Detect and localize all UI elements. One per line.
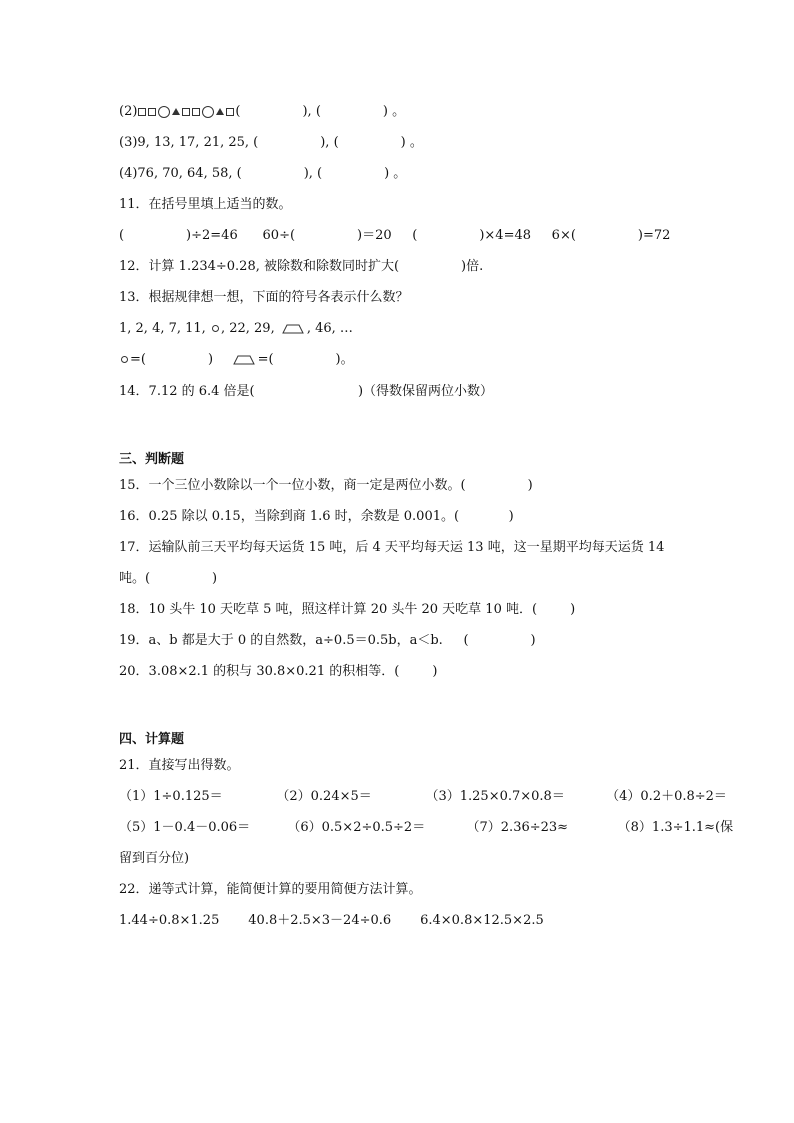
section4-title: 四、计算题 (119, 732, 185, 747)
q13-seq-part-b: , 22, 29, (220, 321, 279, 336)
q13-answers (119, 351, 354, 369)
pattern-circle-icon (202, 106, 214, 118)
pattern-square-icon (182, 108, 190, 116)
q10-4: (4)76, 70, 64, 58, ( ), ( ) 。 (119, 166, 407, 181)
q13-prompt: 13．根据规律想一想，下面的符号各表示什么数？ (119, 290, 409, 305)
q13-sequence (119, 320, 353, 338)
q21-prompt: 21．直接写出得数。 (119, 758, 240, 773)
q13-answer-circle: =( ) (130, 352, 230, 367)
q10-3: (3)9, 13, 17, 21, 25, ( ), ( ) 。 (119, 135, 423, 150)
q16: 16．0.25 除以 0.15，当除到商 1.6 时，余数是 0.001。( ) (119, 509, 514, 524)
q20: 20．3.08×2.1 的积与 30.8×0.21 的积相等．( ) (119, 664, 438, 679)
q12: 12．计算 1.234÷0.28, 被除数和除数同时扩大( )倍. (119, 259, 484, 274)
q17-line2: 吨。( ) (119, 571, 218, 586)
q13-seq-part-a: 1, 2, 4, 7, 11, (119, 321, 210, 336)
pattern-circle-icon (158, 106, 170, 118)
pattern-square-icon (138, 108, 146, 116)
pattern-triangle-icon (216, 108, 224, 115)
pattern-square-icon (226, 108, 234, 116)
trapezoid-icon (282, 324, 304, 334)
q14: 14．7.12 的 6.4 倍是( )（得数保留两位小数） (119, 384, 494, 399)
q10-2-prefix: (2) (119, 104, 138, 119)
pattern-square-icon (148, 108, 156, 116)
q19: 19．a、b 都是大于 0 的自然数，a÷0.5＝0.5b，a＜b. ( ) (119, 633, 536, 648)
q18: 18．10 头牛 10 天吃草 5 吨，照这样计算 20 头牛 20 天吃草 10 吨．( ) (119, 602, 576, 617)
section3-title: 三、判断题 (119, 452, 185, 467)
q13-answer-trapezoid: =( )。 (257, 352, 354, 367)
q11-fill-row: ( )÷2=46 60÷( )＝20 ( )×4=48 6×( )=72 (119, 228, 671, 243)
pattern-triangle-icon (172, 108, 180, 115)
q10-2-blanks: ( ), ( ) 。 (235, 104, 406, 119)
q21-row3: 留到百分位) (119, 851, 190, 866)
q21-row2: （5）1－0.4－0.06＝ （6）0.5×2÷0.5÷2＝ （7）2.36÷23≈ （8）1.3÷1.1≈(保 (119, 820, 734, 835)
trapezoid-icon (233, 355, 255, 365)
small-circle-icon (212, 325, 219, 332)
small-circle-icon (121, 356, 128, 363)
q11-prompt: 11．在括号里填上适当的数。 (119, 197, 292, 212)
q22-expressions: 1.44÷0.8×1.25 40.8＋2.5×3－24÷0.6 6.4×0.8×12.5×2.5 (119, 913, 544, 928)
q10-2-line (119, 103, 405, 121)
q13-seq-part-c: , 46, … (306, 321, 353, 336)
q17-line1: 17．运输队前三天平均每天运货 15 吨，后 4 天平均每天运 13 吨，这一星期平均每天运货 14 (119, 540, 665, 555)
q21-row1: （1）1÷0.125＝ （2）0.24×5＝ （3）1.25×0.7×0.8＝ （4）0.2＋0.8÷2＝ (119, 789, 727, 804)
q15: 15．一个三位小数除以一个一位小数，商一定是两位小数。( ) (119, 478, 533, 493)
pattern-square-icon (192, 108, 200, 116)
q22-prompt: 22．递等式计算，能简便计算的要用简便方法计算。 (119, 882, 422, 897)
